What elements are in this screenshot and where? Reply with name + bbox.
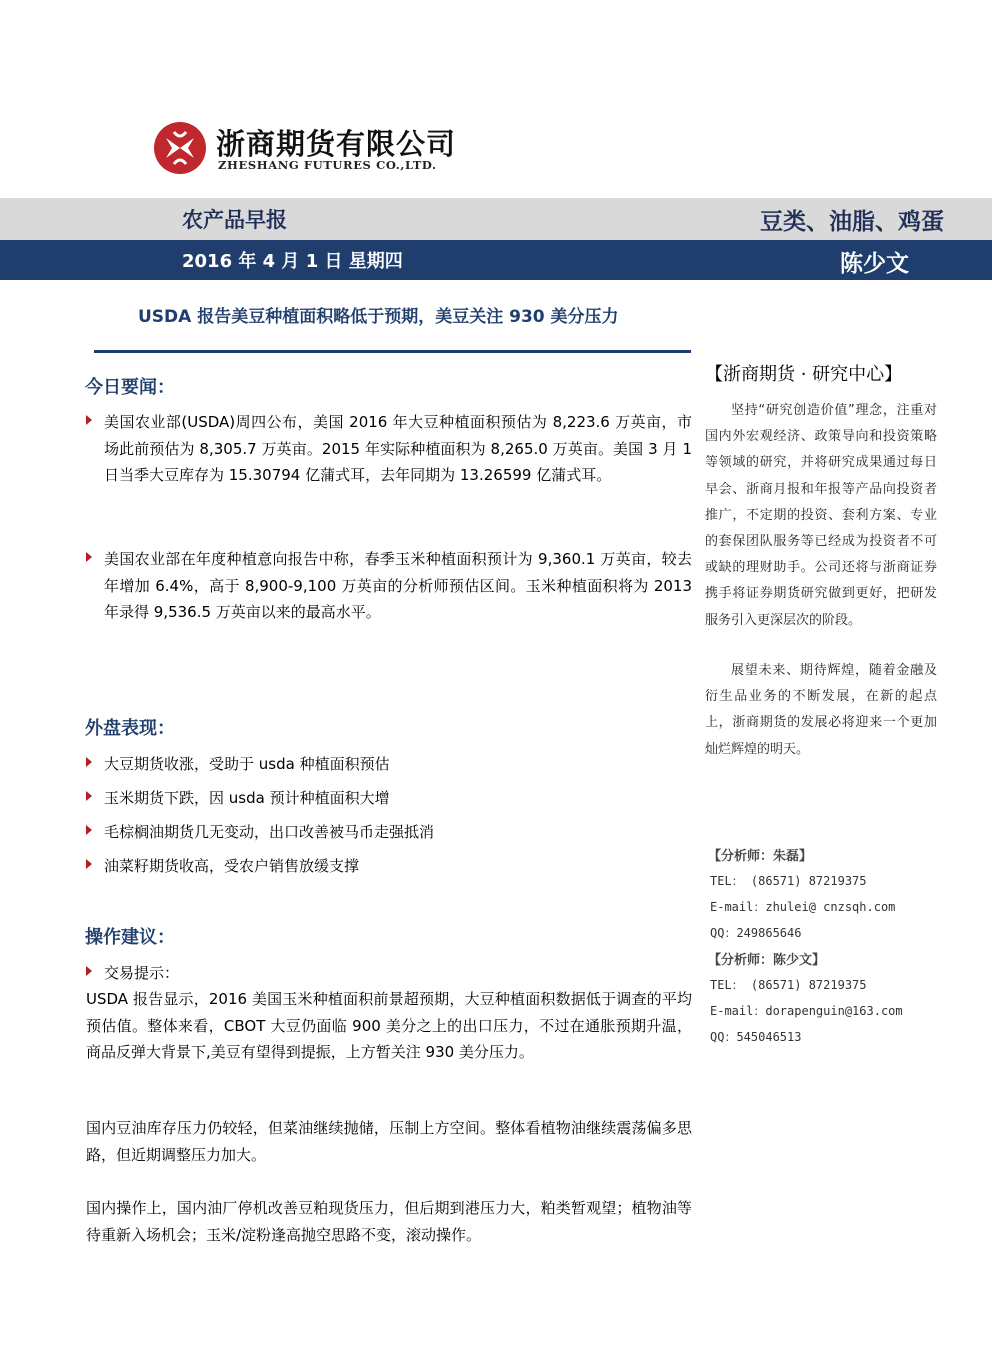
analyst-qq: QQ：249865646: [710, 926, 802, 940]
list-item: [86, 785, 692, 812]
sidebar-title: 【浙商期货 · 研究中心】: [705, 364, 903, 385]
list-item: [86, 409, 692, 489]
section-title-overseas: 外盘表现：: [85, 718, 175, 739]
list-item-text: 美国农业部(USDA)周四公布，美国 2016 年大豆种植面积预估为 8,223.6 万英亩，市场此前预估为 8,305.7 万英亩。2015 年实际种植面积为 8,265.0 万英亩。美国 3 月 1 日当季大豆库存为 15.30794 亿蒲式耳，去年同期为 13.26599 亿蒲式耳。: [104, 413, 692, 484]
bullet-triangle-icon: [86, 757, 92, 767]
list-item-text: 毛棕榈油期货几无变动，出口改善被马币走强抵消: [104, 823, 435, 841]
list-item: [86, 853, 692, 880]
analyst-email[interactable]: E-mail：zhulei@ cnzsqh.com: [710, 900, 896, 914]
list-item-text: 大豆期货收涨，受助于 usda 种植面积预估: [104, 755, 390, 773]
list-item: [86, 751, 692, 778]
list-item-text: 玉米期货下跌，因 usda 预计种植面积大增: [104, 789, 390, 807]
headline: USDA 报告美豆种植面积略低于预期，美豆关注 930 美分压力: [138, 307, 619, 327]
analyst-tel: TEL： (86571) 87219375: [710, 978, 867, 992]
report-date: 2016 年 4 月 1 日 星期四: [182, 251, 403, 272]
analyst-label: 【分析师：朱磊】: [708, 849, 813, 864]
bullet-triangle-icon: [86, 859, 92, 869]
list-item: [86, 546, 692, 626]
bullet-triangle-icon: [86, 825, 92, 835]
advice-paragraph: USDA 报告显示，2016 美国玉米种植面积前景超预期，大豆种植面积数据低于调查的平均预估值。整体来看，CBOT 大豆仍面临 900 美分之上的出口压力，不过在通胀预期升温，商品反弹大背景下,美豆有望得到提振，上方暂关注 930 美分压力。: [86, 990, 692, 1061]
headline-divider: [94, 350, 691, 353]
company-name-cn: 浙商期货有限公司: [216, 127, 457, 161]
bullet-triangle-icon: [86, 552, 92, 562]
list-item-text: 美国农业部在年度种植意向报告中称，春季玉米种植面积预计为 9,360.1 万英亩，较去年增加 6.4%，高于 8,900-9,100 万英亩的分析师预估区间。玉米种植面积将为 2013 年录得 9,536.5 万英亩以来的最高水平。: [104, 550, 692, 621]
report-category: 豆类、油脂、鸡蛋: [760, 209, 944, 235]
section-title-advice: 操作建议：: [85, 927, 175, 948]
list-item-text: 油菜籽期货收高，受农户销售放缓支撑: [104, 857, 360, 875]
bullet-triangle-icon: [86, 415, 92, 425]
analyst-tel: TEL： (86571) 87219375: [710, 874, 867, 888]
advice-paragraph: 国内豆油库存压力仍较轻，但菜油继续抛储，压制上方空间。整体看植物油继续震荡偏多思路，但近期调整压力加大。: [86, 1119, 692, 1164]
advice-paragraph: 国内操作上，国内油厂停机改善豆粕现货压力，但后期到港压力大，粕类暂观望；植物油等待重新入场机会；玉米/淀粉逢高抛空思路不变，滚动操作。: [86, 1199, 692, 1244]
bullet-triangle-icon: [86, 966, 92, 976]
list-item: [86, 819, 692, 846]
section-title-news: 今日要闻：: [85, 377, 175, 398]
company-name-en: ZHESHANG FUTURES CO.,LTD.: [218, 158, 437, 172]
sidebar-paragraph: 坚持“研究创造价值”理念，注重对国内外宏观经济、政策导向和投资策略等领域的研究，并将研究成果通过每日早会、浙商月报和年报等产品向投资者推广，不定期的投资、套利方案、专业的套保团队服务等已经成为投资者不可或缺的理财助手。公司还将与浙商证券携手将证券期货研究做到更好，把研发服务引入更深层次的阶段。: [705, 403, 937, 628]
sidebar-paragraph: 展望未来、期待辉煌，随着金融及衍生品业务的不断发展，在新的起点上，浙商期货的发展必将迎来一个更加灿烂辉煌的明天。: [705, 663, 937, 757]
trade-tip-text: 交易提示：: [104, 964, 180, 982]
report-author: 陈少文: [840, 251, 909, 277]
bullet-triangle-icon: [86, 791, 92, 801]
report-type: 农产品早报: [182, 208, 287, 232]
company-logo: [152, 120, 457, 180]
company-logo-icon: [152, 120, 208, 176]
analyst-qq: QQ：545046513: [710, 1030, 802, 1044]
trade-tip-label: [86, 960, 692, 987]
analyst-label: 【分析师：陈少文】: [708, 953, 826, 968]
analyst-email[interactable]: E-mail：dorapenguin@163.com: [710, 1004, 903, 1018]
